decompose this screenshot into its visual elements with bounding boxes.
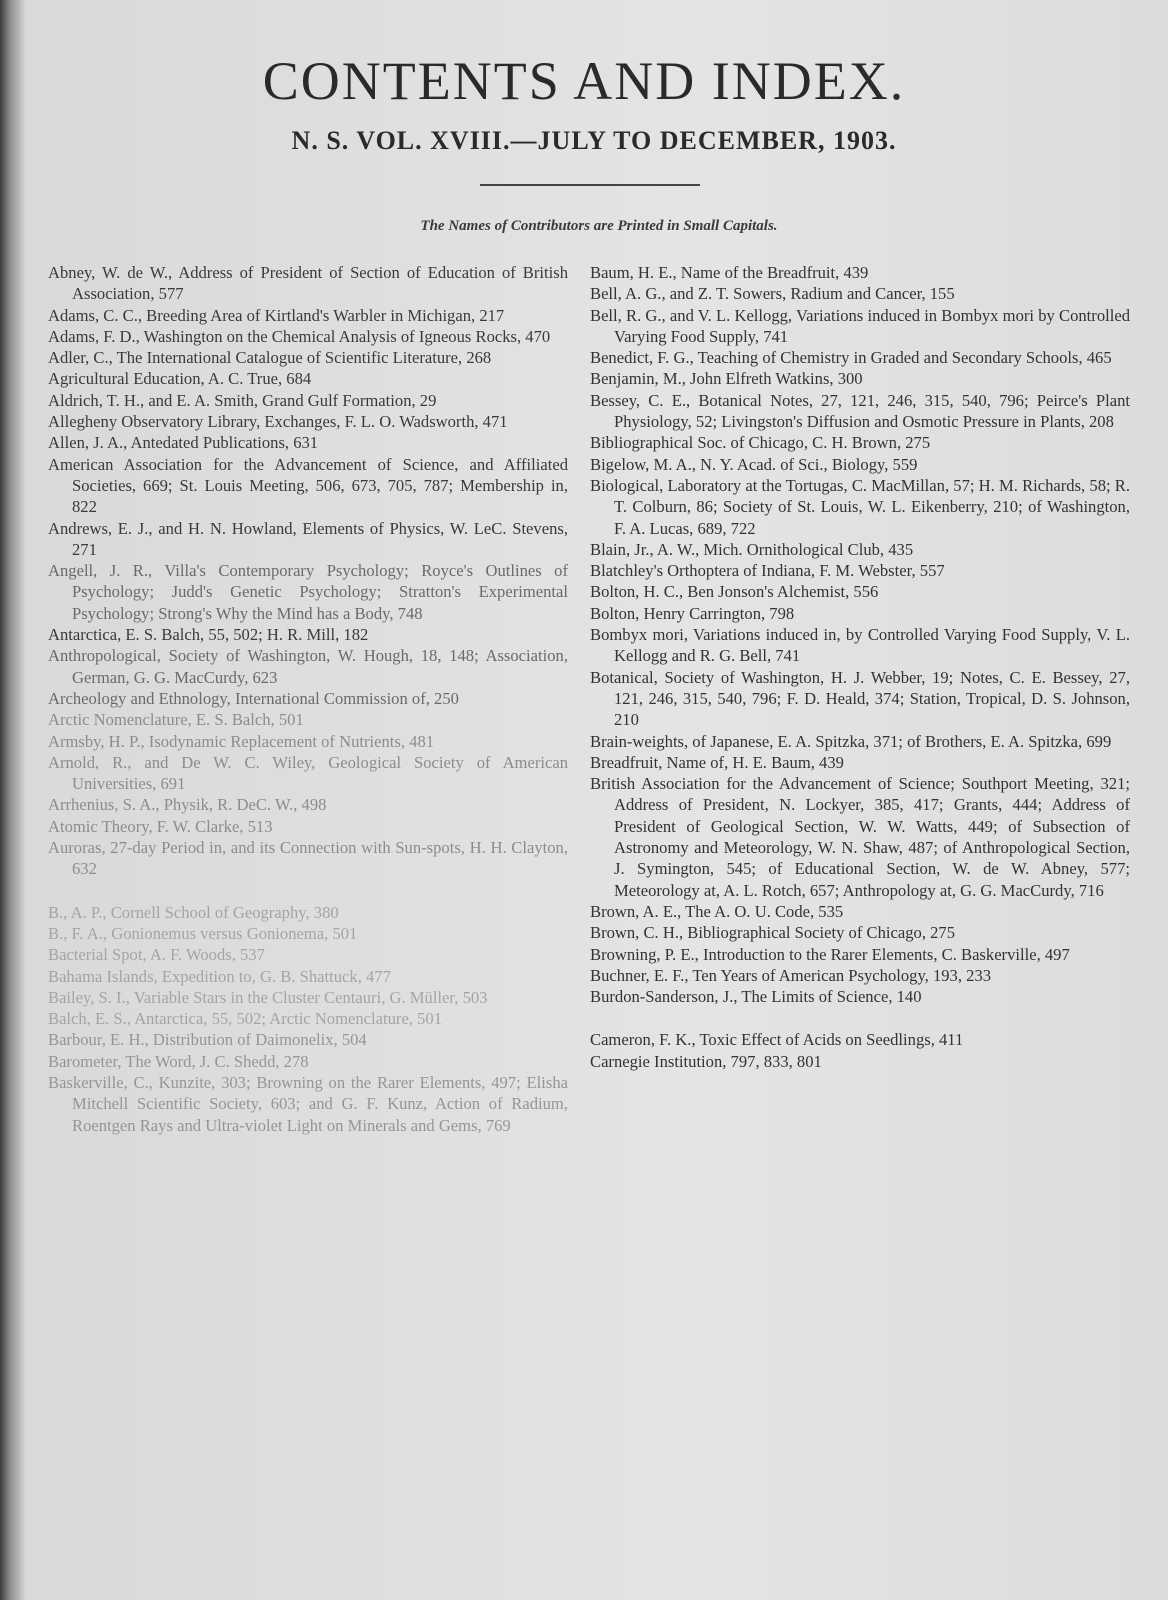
index-entry: Adler, C., The International Catalogue of Scientific Literature, 268 bbox=[48, 348, 492, 368]
index-entry: Bacterial Spot, A. F. Woods, 537 bbox=[48, 945, 265, 965]
index-entry: Baskerville, C., Kunzite, 303; Browning on the Rarer Elements, 497; Elisha Mitchell Scientific Society, 603; and G. F. Kunz, Action of Radium, Roentgen Rays and Ultra-violet Light on Minerals and Gems, 769 bbox=[48, 1072, 568, 1135]
index-entry: Brain-weights, of Japanese, E. A. Spitzka, 371; of Brothers, E. A. Spitzka, 699 bbox=[590, 731, 1112, 751]
index-entry: Aldrich, T. H., and E. A. Smith, Grand Gulf Formation, 29 bbox=[48, 390, 437, 410]
contributors-note: The Names of Contributors are Printed in Small Capitals. bbox=[420, 218, 778, 234]
index-entry: Bombyx mori, Variations induced in, by Controlled Varying Food Supply, V. L. Kellogg and R. G. Bell, 741 bbox=[590, 625, 1130, 666]
index-column-left bbox=[48, 262, 568, 1136]
index-entry: Bessey, C. E., Botanical Notes, 27, 121, 246, 315, 540, 796; Peirce's Plant Physiology, 52; Livingston's Diffusion and Osmotic Pressure in Plants, 208 bbox=[590, 390, 1130, 432]
index-entry: Bell, R. G., and V. L. Kellogg, Variations induced in Bombyx mori by Controlled Varying Food Supply, 741 bbox=[590, 305, 1130, 346]
page-title: CONTENTS AND INDEX. bbox=[262, 51, 906, 111]
index-entry: Balch, E. S., Antarctica, 55, 502; Arctic Nomenclature, 501 bbox=[48, 1009, 442, 1029]
index-entry: Anthropological, Society of Washington, W. Hough, 18, 148; Association, German, G. G. MacCurdy, 623 bbox=[48, 646, 568, 687]
index-entry: American Association for the Advancement of Science, and Affiliated Societies, 669; St. Louis Meeting, 506, 673, 705, 787; Membership in, 822 bbox=[48, 454, 568, 517]
index-entry: Allen, J. A., Antedated Publications, 631 bbox=[48, 433, 319, 453]
index-entry: Barometer, The Word, J. C. Shedd, 278 bbox=[48, 1051, 309, 1071]
index-entry: Breadfruit, Name of, H. E. Baum, 439 bbox=[590, 752, 844, 772]
index-entry: Brown, A. E., The A. O. U. Code, 535 bbox=[590, 901, 844, 921]
index-entry: Atomic Theory, F. W. Clarke, 513 bbox=[48, 816, 273, 836]
index-entry: B., A. P., Cornell School of Geography, 380 bbox=[48, 902, 339, 922]
index-entry: Barbour, E. H., Distribution of Daimonelix, 504 bbox=[48, 1030, 367, 1050]
index-column-right bbox=[590, 262, 1130, 1072]
index-entry: Bahama Islands, Expedition to, G. B. Shattuck, 477 bbox=[48, 966, 391, 986]
index-entry: Brown, C. H., Bibliographical Society of Chicago, 275 bbox=[590, 923, 956, 943]
index-entry: Armsby, H. P., Isodynamic Replacement of Nutrients, 481 bbox=[48, 731, 435, 751]
index-entry: Blain, Jr., A. W., Mich. Ornithological Club, 435 bbox=[590, 539, 914, 559]
index-entry: Allegheny Observatory Library, Exchanges, F. L. O. Wadsworth, 471 bbox=[48, 412, 508, 432]
index-entry: Browning, P. E., Introduction to the Rarer Elements, C. Baskerville, 497 bbox=[590, 944, 1070, 964]
index-entry: Bell, A. G., and Z. T. Sowers, Radium and Cancer, 155 bbox=[590, 284, 955, 304]
index-entry: Cameron, F. K., Toxic Effect of Acids on Seedlings, 411 bbox=[590, 1030, 964, 1050]
index-entry: Archeology and Ethnology, International Commission of, 250 bbox=[48, 688, 459, 708]
index-entry: Botanical, Society of Washington, H. J. Webber, 19; Notes, C. E. Bessey, 27, 121, 246, 315, 540, 796; F. D. Heald, 374; Station, Tropical, D. S. Johnson, 210 bbox=[590, 667, 1130, 730]
index-entry: Agricultural Education, A. C. True, 684 bbox=[48, 369, 312, 389]
index-entry: Arrhenius, S. A., Physik, R. DeC. W., 498 bbox=[48, 795, 327, 815]
index-entry: Abney, W. de W., Address of President of Section of Education of British Association, 577 bbox=[48, 263, 568, 304]
index-entry: Bolton, H. C., Ben Jonson's Alchemist, 556 bbox=[590, 582, 879, 602]
index-entry: Adams, F. D., Washington on the Chemical Analysis of Igneous Rocks, 470 bbox=[48, 326, 551, 346]
index-entry: Bolton, Henry Carrington, 798 bbox=[590, 603, 795, 623]
index-entry: Carnegie Institution, 797, 833, 801 bbox=[590, 1051, 822, 1071]
index-entry: Blatchley's Orthoptera of Indiana, F. M. Webster, 557 bbox=[590, 561, 945, 581]
volume-subtitle: N. S. VOL. XVIII.—JULY TO DECEMBER, 1903. bbox=[291, 126, 897, 155]
index-entry: British Association for the Advancement of Science; Southport Meeting, 321; Address of President, N. Lockyer, 385, 417; Grants, 444; Address of President of Geological Section, W. W. Watts, 449; of Subsection of Astronomy and Meteorology, W. N. Shaw, 487; of Anthropological Section, J. Symington, 545; of Educational Section, W. de W. Abney, 577; Meteorology at, A. L. Rotch, 657; Anthropology at, G. G. MacCurdy, 716 bbox=[590, 774, 1130, 900]
index-entry: Angell, J. R., Villa's Contemporary Psychology; Royce's Outlines of Psychology; Judd's Genetic Psychology; Stratton's Experimental Psychology; Strong's Why the Mind has a Body, 748 bbox=[48, 561, 568, 623]
index-entry: Buchner, E. F., Ten Years of American Psychology, 193, 233 bbox=[590, 965, 992, 985]
index-entry: Arctic Nomenclature, E. S. Balch, 501 bbox=[48, 710, 304, 730]
index-entry: Antarctica, E. S. Balch, 55, 502; H. R. Mill, 182 bbox=[48, 625, 369, 645]
index-entry: Baum, H. E., Name of the Breadfruit, 439 bbox=[590, 263, 869, 282]
title-divider bbox=[480, 184, 700, 186]
index-entry: Biological, Laboratory at the Tortugas, C. MacMillan, 57; H. M. Richards, 58; R. T. Colburn, 86; Society of St. Louis, W. L. Eikenberry, 210; of Washington, F. A. Lucas, 689, 722 bbox=[590, 475, 1130, 538]
index-entry: Arnold, R., and De W. C. Wiley, Geological Society of American Universities, 691 bbox=[48, 752, 568, 794]
index-entry: Bailey, S. I., Variable Stars in the Cluster Centauri, G. Müller, 503 bbox=[48, 987, 488, 1007]
index-entry: Adams, C. C., Breeding Area of Kirtland's Warbler in Michigan, 217 bbox=[48, 305, 505, 325]
index-entry: Benjamin, M., John Elfreth Watkins, 300 bbox=[590, 369, 863, 389]
index-entry: Bibliographical Soc. of Chicago, C. H. Brown, 275 bbox=[590, 433, 931, 453]
index-entry: Benedict, F. G., Teaching of Chemistry in Graded and Secondary Schools, 465 bbox=[590, 348, 1112, 368]
index-entry: Burdon-Sanderson, J., The Limits of Science, 140 bbox=[590, 987, 922, 1007]
index-entry: Andrews, E. J., and H. N. Howland, Elements of Physics, W. LeC. Stevens, 271 bbox=[48, 518, 568, 559]
index-entry: B., F. A., Gonionemus versus Gonionema, 501 bbox=[48, 923, 358, 943]
index-entry: Bigelow, M. A., N. Y. Acad. of Sci., Biology, 559 bbox=[590, 454, 918, 474]
index-entry: Auroras, 27-day Period in, and its Connection with Sun-spots, H. H. Clayton, 632 bbox=[48, 838, 568, 879]
